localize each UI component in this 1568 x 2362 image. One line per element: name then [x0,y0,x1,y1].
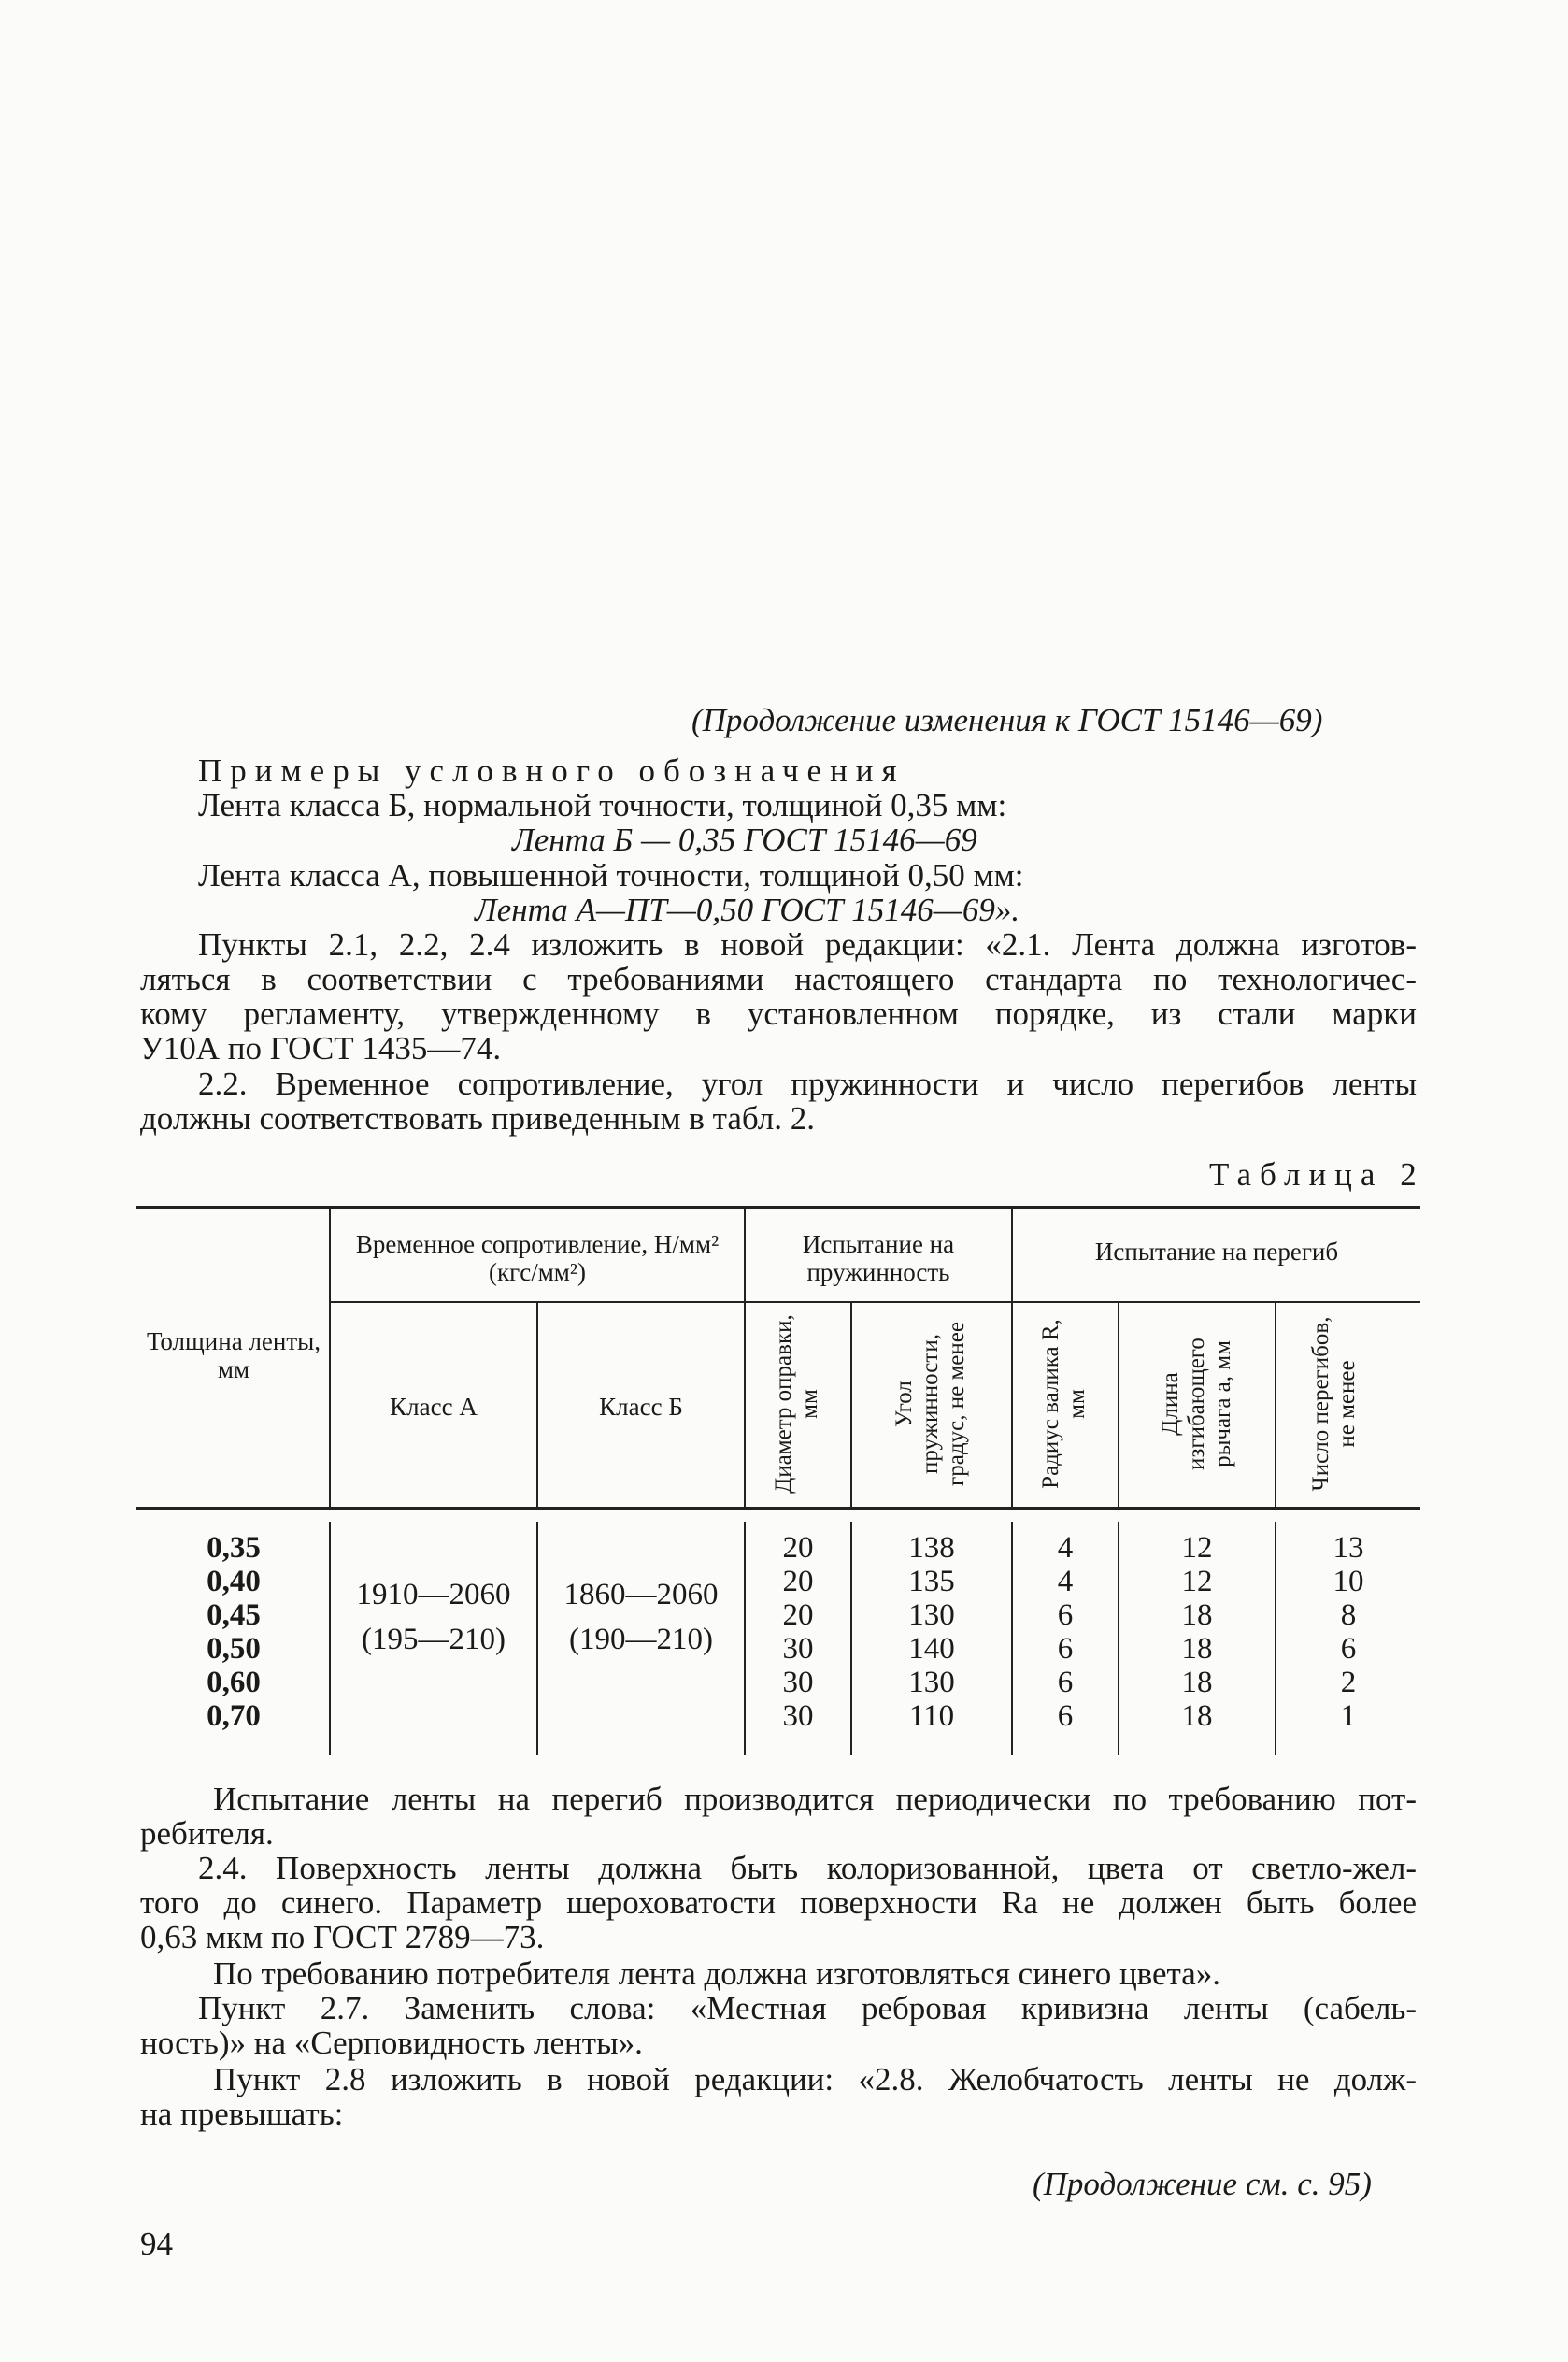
table-caption: Таблица 2 [1209,1156,1425,1193]
thickness-cell: 0,60 [207,1666,261,1699]
col-thickness [140,1531,327,1733]
col-lever [1121,1531,1273,1733]
radius-cell: 4 [1057,1565,1074,1598]
example1-designation: Лента Б — 0,35 ГОСТ 15146—69 [512,822,977,858]
radius-cell: 4 [1057,1531,1074,1565]
header-angle: Угол пружинности, градус, не менее [891,1322,969,1486]
mandrel-cell: 30 [782,1632,814,1666]
radius-cell: 6 [1057,1666,1074,1699]
mandrel-cell: 20 [782,1565,814,1598]
table-group-rule [329,1301,1420,1303]
bends-cell: 1 [1340,1699,1357,1733]
para4-line3: 0,63 мкм по ГОСТ 2789—73. [140,1919,545,1955]
vrule-thickness [329,1208,331,1507]
body-vrule-3 [744,1522,746,1755]
body-vrule-5 [1011,1522,1013,1755]
header-spring: Испытание на пружинность [802,1230,955,1286]
page-number: 94 [140,2226,173,2262]
examples-title: Примеры условного обозначения [198,752,905,789]
vrule-strength [744,1208,746,1507]
bends-cell: 2 [1340,1666,1357,1699]
bends-cell: 13 [1333,1531,1364,1565]
col-bends [1278,1531,1418,1733]
radius-cell: 6 [1057,1699,1074,1733]
para1-line1: Пункты 2.1, 2.2, 2.4 изложить в новой редакции: «2.1. Лента должна изготов- [198,926,1417,963]
example2-designation: Лента А—ПТ—0,50 ГОСТ 15146—69». [475,892,1020,928]
radius-cell: 6 [1057,1632,1074,1666]
para6-line2: ность)» на «Серповидность ленты». [140,2025,643,2061]
bends-cell: 8 [1340,1598,1357,1632]
mandrel-cell: 20 [782,1531,814,1565]
para7-line1: Пункт 2.8 изложить в новой редакции: «2.8. Желобчатость ленты не долж- [213,2061,1417,2097]
continuation-header: (Продолжение изменения к ГОСТ 15146—69) [691,702,1323,738]
para1-line3: кому регламенту, утвержденному в установленном порядке, из стали марки [140,995,1417,1032]
thickness-cell: 0,45 [207,1598,261,1632]
lever-cell: 18 [1181,1699,1213,1733]
lever-cell: 18 [1181,1666,1213,1699]
angle-cell: 130 [908,1666,955,1699]
thickness-cell: 0,70 [207,1699,261,1733]
header-thickness: Толщина ленты, мм [146,1327,321,1383]
para2-line2: должны соответствовать приведенным в табл. 2. [140,1100,816,1137]
body-vrule-7 [1275,1522,1276,1755]
angle-cell: 130 [908,1598,955,1632]
mandrel-cell: 20 [782,1598,814,1632]
example1-description: Лента класса Б, нормальной точности, толщиной 0,35 мм: [198,787,1007,823]
class-a-value: 1910—2060 [356,1578,511,1611]
para7-line2: на превышать: [140,2096,344,2132]
lever-cell: 18 [1181,1632,1213,1666]
para1-line2: ляться в соответствии с требованиями настоящего стандарта по технологичес- [140,961,1417,997]
body-vrule-4 [850,1522,852,1755]
table-header-rule [136,1507,1420,1510]
header-radius: Радиус валика R, мм [1038,1319,1090,1489]
col-radius [1015,1531,1116,1733]
class-b-value: 1860—2060 [563,1578,719,1611]
para3-line1: Испытание ленты на перегиб производится периодически по требованию пот- [213,1781,1417,1817]
col-class-b [540,1578,742,1656]
col-angle [854,1531,1009,1733]
body-vrule-1 [329,1522,331,1755]
mandrel-cell: 30 [782,1666,814,1699]
col-class-a [333,1578,535,1656]
col-mandrel [748,1531,848,1733]
thickness-cell: 0,35 [207,1531,261,1565]
thickness-cell: 0,50 [207,1632,261,1666]
vrule-class [536,1303,538,1507]
para4-line1: 2.4. Поверхность ленты должна быть колоризованной, цвета от светло-жел- [198,1850,1417,1886]
header-mandrel: Диаметр оправки, мм [771,1314,822,1494]
vrule-spring [1011,1208,1013,1507]
continuation-footer: (Продолжение см. с. 95) [1033,2166,1372,2202]
header-strength: Временное сопротивление, Н/мм² (кгс/мм²) [355,1230,720,1286]
angle-cell: 110 [908,1699,955,1733]
bends-cell: 6 [1340,1632,1357,1666]
vrule-bend-2 [1275,1303,1276,1507]
mandrel-cell: 30 [782,1699,814,1733]
angle-cell: 135 [908,1565,955,1598]
header-lever: Длина изгибающего рычага a, мм [1158,1338,1235,1470]
para2-line1: 2.2. Временное сопротивление, угол пружинности и число перегибов ленты [198,1066,1417,1102]
body-vrule-2 [536,1522,538,1755]
class-b-kgf: (190—210) [569,1623,713,1656]
body-vrule-6 [1118,1522,1119,1755]
header-bends: Число перегибов, не менее [1308,1316,1360,1492]
bends-cell: 10 [1333,1565,1364,1598]
radius-cell: 6 [1057,1598,1074,1632]
vrule-spring-inner [850,1303,852,1507]
class-a-kgf: (195—210) [362,1623,506,1656]
vrule-bend-1 [1118,1303,1119,1507]
angle-cell: 140 [908,1632,955,1666]
para6-line1: Пункт 2.7. Заменить слова: «Местная ребровая кривизна ленты (сабель- [198,1990,1417,2026]
para3-line2: ребителя. [140,1815,274,1852]
para1-line4: У10А по ГОСТ 1435—74. [140,1030,502,1066]
example2-description: Лента класса А, повышенной точности, толщиной 0,50 мм: [198,857,1024,894]
lever-cell: 18 [1181,1598,1213,1632]
para5: По требованию потребителя лента должна изготовляться синего цвета». [213,1955,1221,1992]
thickness-cell: 0,40 [207,1565,261,1598]
header-bend: Испытание на перегиб [1094,1238,1339,1266]
lever-cell: 12 [1181,1565,1213,1598]
header-class-b: Класс Б [599,1393,683,1421]
lever-cell: 12 [1181,1531,1213,1565]
para4-line2: того до синего. Параметр шероховатости поверхности Ra не должен быть более [140,1884,1417,1921]
header-class-a: Класс А [390,1393,478,1421]
angle-cell: 138 [908,1531,955,1565]
